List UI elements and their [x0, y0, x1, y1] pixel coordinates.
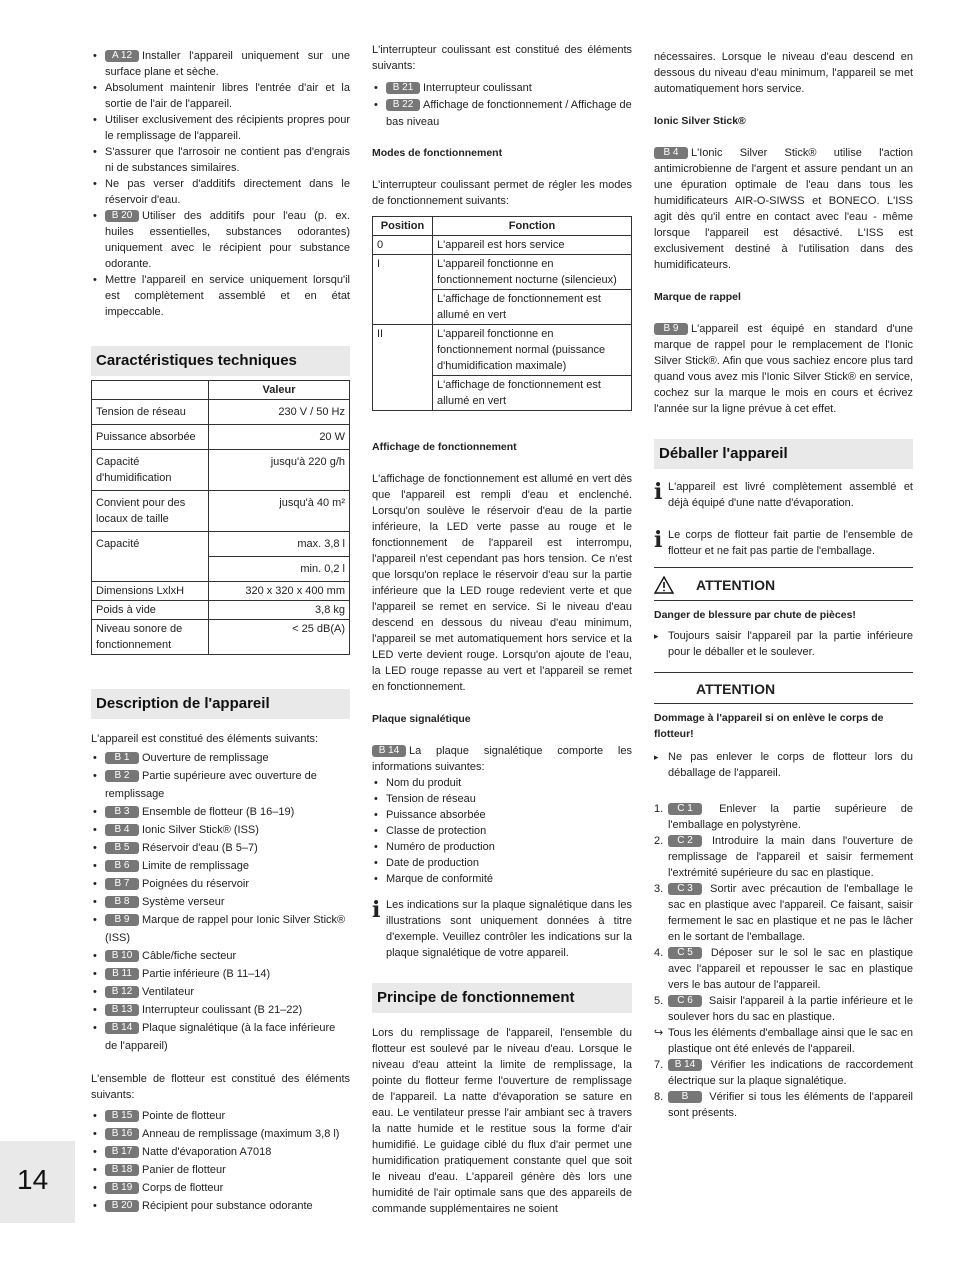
safety-item-text: S'assurer que l'arrosoir ne contient pas d'engrais ni de substances similaires. [105, 146, 350, 174]
attention-sub-1: Danger de blessure par chute de pièces! [654, 609, 856, 621]
unpack-info-1-text: L'appareil est livré complètement assemblé et déjà équipé d'une natte d'évaporation. [668, 481, 913, 509]
tech-value: 320 x 320 x 400 mm [209, 582, 350, 601]
attention-title-1: ATTENTION [696, 577, 776, 593]
component-item-text: Poignées du réservoir [142, 878, 250, 890]
safety-item-text: Mettre l'appareil en service uniquement lorsqu'il est complètement assemblé et en état impeccable. [105, 274, 350, 318]
reference-badge: B 17 [105, 1146, 139, 1158]
reference-badge: B 20 [105, 210, 139, 222]
mode-function: L'affichage de fonctionnement est allumé en vert [433, 376, 632, 411]
step-text: Introduire la main dans l'ouverture de remplissage de l'appareil et saisir fermement l'extrémité supérieure du sac en plastique. [668, 835, 913, 879]
tech-label: Tension de réseau [92, 400, 209, 425]
tech-label: Puissance absorbée [92, 425, 209, 450]
unpack-info-2 [654, 527, 913, 559]
safety-list [91, 48, 350, 320]
step-number: 2. [654, 835, 664, 847]
mode-function: L'affichage de fonctionnement est allumé en vert [433, 290, 632, 325]
reference-badge: B 4 [105, 824, 139, 836]
attention-title-2: ATTENTION [696, 681, 776, 697]
mode-position: I [373, 255, 433, 325]
page-number-box [0, 1141, 75, 1223]
reference-badge: B 10 [105, 950, 139, 962]
reference-badge: C 6 [668, 995, 702, 1007]
mode-function: L'appareil fonctionne en fonctionnement normal (puissance d'humidification maximale) [433, 325, 632, 376]
component-item-text: Ionic Silver Stick® (ISS) [142, 824, 259, 836]
switch-item-text: Affichage de fonctionnement / Affichage de bas niveau [386, 99, 632, 128]
reference-badge: B [668, 1091, 702, 1103]
reference-badge: B 14 [105, 1022, 139, 1034]
component-item-text: Réservoir d'eau (B 5–7) [142, 842, 258, 854]
tech-table [91, 380, 350, 655]
modes-table [372, 216, 632, 411]
plate-info-text: Les indications sur la plaque signalétique dans les illustrations sont uniquement données à titre d'exemple. Veuillez contrôler les indications sur la plaque signalétique de votre appareil. [386, 899, 632, 959]
switch-intro: L'interrupteur coulissant est constitué des éléments suivants: [372, 44, 632, 72]
unpack-info-2-text: Le corps de flotteur fait partie de l'ensemble de flotteur et ne fait pas partie de l'emballage. [668, 529, 913, 557]
step-text: Enlever la partie supérieure de l'emballage en polystyrène. [668, 803, 913, 831]
unpack-section-title: Déballer l'appareil [654, 439, 913, 469]
continued-text: nécessaires. Lorsque le niveau d'eau descend en dessous du niveau d'eau minimum, l'appareil se met automatiquement hors service. [654, 51, 913, 95]
unpack-step [654, 801, 913, 833]
tech-value: max. 3,8 l [209, 532, 350, 557]
float-item [91, 1125, 350, 1143]
iss-paragraph [654, 145, 913, 273]
switch-list [372, 80, 632, 131]
float-item [91, 1107, 350, 1125]
unpack-step [654, 1089, 913, 1121]
tech-value: 20 W [209, 425, 350, 450]
reminder-badge: B 9 [654, 323, 688, 335]
reference-badge: B 20 [105, 1200, 139, 1212]
desc-intro: L'appareil est constitué des éléments suivants: [91, 733, 319, 745]
tech-label: Capacité [92, 532, 209, 582]
component-item [91, 803, 350, 821]
component-item-text: Partie inférieure (B 11–14) [142, 968, 271, 980]
reference-badge: B 19 [105, 1182, 139, 1194]
component-item [91, 983, 350, 1001]
step-number: 4. [654, 947, 664, 959]
component-item-text: Partie supérieure avec ouverture de remplissage [105, 770, 317, 800]
plate-item: • Puissance absorbée [372, 807, 632, 823]
warning-triangle-icon [654, 576, 674, 594]
component-item [91, 857, 350, 875]
plate-text: La plaque signalétique comporte les informations suivantes: [372, 745, 632, 773]
tech-section-title: Caractéristiques techniques [91, 346, 350, 376]
float-item [91, 1197, 350, 1215]
safety-item [91, 272, 350, 320]
safety-item-text: Ne pas verser d'additifs directement dans le réservoir d'eau. [105, 178, 350, 206]
reference-badge: B 21 [386, 82, 420, 94]
switch-item [372, 97, 632, 131]
component-item-text: Limite de remplissage [142, 860, 249, 872]
reference-badge: C 3 [668, 883, 702, 895]
reference-badge: B 3 [105, 806, 139, 818]
reference-badge: B 16 [105, 1128, 139, 1140]
tech-value: jusqu'à 40 m² [209, 491, 350, 532]
plate-item: • Numéro de production [372, 839, 632, 855]
step-number: 5. [654, 995, 664, 1007]
mode-row [373, 255, 632, 290]
tech-label: Dimensions LxlxH [92, 582, 209, 601]
plate-title: Plaque signalétique [372, 713, 471, 725]
reference-badge: B 13 [105, 1004, 139, 1016]
step-number: 8. [654, 1091, 664, 1103]
safety-item-text: Absolument maintenir libres l'entrée d'air et la sortie de l'air de l'appareil. [105, 82, 350, 110]
desc-section-title: Description de l'appareil [91, 689, 350, 719]
float-item [91, 1143, 350, 1161]
tech-label: Niveau sonore de fonctionnement [92, 620, 209, 655]
modes-intro: L'interrupteur coulissant permet de régler les modes de fonctionnement suivants: [372, 179, 632, 207]
tech-row [92, 450, 350, 491]
step-text: Vérifier si tous les éléments de l'appareil sont présents. [668, 1091, 913, 1119]
attention-item-1: ▸ Toujours saisir l'appareil par la partie inférieure pour le déballer et le soulever. [654, 628, 913, 660]
mode-position: 0 [373, 236, 433, 255]
reference-badge: B 11 [105, 968, 139, 980]
tech-row [92, 601, 350, 620]
component-item-text: Ouverture de remplissage [142, 752, 269, 764]
mode-function: L'appareil est hors service [433, 236, 632, 255]
switch-item [372, 80, 632, 97]
component-item-text: Interrupteur coulissant (B 21–22) [142, 1004, 303, 1016]
component-item [91, 911, 350, 947]
display-text: L'affichage de fonctionnement est allumé en vert dès que l'appareil est rempli d'eau et enclenché. Lorsqu'on soulève le réservoir d'eau de la partie inférieure, la LED verte passe au rouge et le fonctionnement de l'appareil est interrompu, l'appareil n'est cependant pas hors tension. Ce n'est que lorsqu'on replace le réservoir d'eau sur la partie inférieure que la LED rouge redevient verte et que l'appareil se remet en service. Si le niveau d'eau descend en dessous du niveau d'eau minimum, l'appareil se met automatiquement hors service et la LED verte devient rouge. Lorsqu'on ajoute de l'eau, la LED rouge repasse au vert et l'appareil se remet en fonctionnement. [372, 473, 632, 693]
step-number: 3. [654, 883, 664, 895]
reference-badge: A 12 [105, 50, 139, 62]
info-icon: i [372, 897, 381, 923]
float-item-text: Anneau de remplissage (maximum 3,8 l) [142, 1128, 340, 1140]
column-2 [372, 40, 632, 1217]
component-item-text: Câble/fiche secteur [142, 950, 237, 962]
tech-row [92, 532, 350, 557]
modes-head-position: Position [373, 217, 433, 236]
unpack-steps [654, 801, 913, 1121]
step-text: Tous les éléments d'emballage ainsi que le sac en plastique ont été enlevés de l'appareil. [668, 1027, 913, 1055]
attention-sub-2: Dommage à l'appareil si on enlève le corps de flotteur! [654, 712, 884, 740]
component-item [91, 893, 350, 911]
step-text: Déposer sur le sol le sac en plastique avec l'appareil et repousser le sac en plastique vers le bas autour de l'appareil. [668, 947, 913, 991]
float-item-text: Corps de flotteur [142, 1182, 224, 1194]
reference-badge: B 22 [386, 99, 420, 111]
tech-row [92, 582, 350, 601]
attention-item-2: ▸ Ne pas enlever le corps de flotteur lors du déballage de l'appareil. [654, 749, 913, 781]
step-number: ↪ [654, 1027, 664, 1039]
reference-badge: C 5 [668, 947, 702, 959]
reference-badge: C 1 [668, 803, 702, 815]
mode-row [373, 325, 632, 376]
info-icon: i [654, 479, 663, 505]
component-item-text: Ensemble de flotteur (B 16–19) [142, 806, 295, 818]
component-item [91, 767, 350, 803]
safety-item [91, 80, 350, 112]
tech-value: < 25 dB(A) [209, 620, 350, 655]
reference-badge: B 14 [668, 1059, 702, 1071]
safety-item [91, 144, 350, 176]
unpack-step [654, 1025, 913, 1057]
float-item [91, 1161, 350, 1179]
plate-item: • Marque de conformité [372, 871, 632, 887]
safety-item [91, 48, 350, 80]
component-item-text: Ventilateur [142, 986, 194, 998]
reminder-paragraph [654, 321, 913, 417]
iss-text: L'Ionic Silver Stick® utilise l'action antimicrobienne de l'argent et assure pendant un an une épuration optimale de l'eau dans tous les humidificateurs AIR-O-SIWSS et BONECO. L'ISS agit dès qu'il entre en contact avec l'eau - même lorsque l'appareil est désactivé. L'ISS est exclusivement destiné à l'utilisation dans des humidificateurs. [654, 147, 913, 271]
info-icon: i [654, 527, 663, 553]
display-title: Affichage de fonctionnement [372, 441, 517, 453]
tech-row [92, 400, 350, 425]
plate-item: • Classe de protection [372, 823, 632, 839]
unpack-step [654, 833, 913, 881]
tech-row [92, 491, 350, 532]
reference-badge: B 2 [105, 770, 139, 782]
reference-badge: C 2 [668, 835, 702, 847]
safety-item [91, 208, 350, 272]
column-1 [91, 40, 350, 1215]
reference-badge: B 6 [105, 860, 139, 872]
tech-value: min. 0,2 l [209, 557, 350, 582]
switch-item-text: Interrupteur coulissant [423, 82, 532, 94]
component-item [91, 839, 350, 857]
tech-value: 230 V / 50 Hz [209, 400, 350, 425]
plate-badge: B 14 [372, 745, 406, 757]
component-item [91, 1019, 350, 1055]
float-intro: L'ensemble de flotteur est constitué des éléments suivants: [91, 1073, 350, 1101]
plate-list [372, 775, 632, 887]
safety-item-text: Utiliser exclusivement des récipients propres pour le remplissage de l'appareil. [105, 114, 350, 142]
step-number: 1. [654, 803, 664, 815]
float-item-text: Panier de flotteur [142, 1164, 226, 1176]
step-text: Vérifier les indications de raccordement électrique sur la plaque signalétique. [668, 1059, 913, 1087]
component-item-text: Plaque signalétique (à la face inférieure de l'appareil) [105, 1022, 336, 1052]
component-item [91, 1001, 350, 1019]
tech-label: Poids à vide [92, 601, 209, 620]
safety-item [91, 176, 350, 208]
tech-row [92, 620, 350, 655]
reference-badge: B 1 [105, 752, 139, 764]
float-item-text: Natte d'évaporation A7018 [142, 1146, 272, 1158]
safety-item-text: Utiliser des additifs pour l'eau (p. ex. huiles essentielles, substances odorantes) uniquement avec le récipient pour substance odorante. [105, 210, 350, 270]
reference-badge: B 5 [105, 842, 139, 854]
mode-row [373, 236, 632, 255]
float-item-text: Pointe de flotteur [142, 1110, 226, 1122]
component-item-text: Système verseur [142, 896, 225, 908]
iss-badge: B 4 [654, 147, 688, 159]
tech-value: 3,8 kg [209, 601, 350, 620]
float-item-text: Récipient pour substance odorante [142, 1200, 313, 1212]
tech-header: Valeur [209, 381, 350, 400]
unpack-step [654, 1057, 913, 1089]
unpack-step [654, 881, 913, 945]
unpack-step [654, 993, 913, 1025]
column-3 [654, 40, 913, 1121]
modes-title: Modes de fonctionnement [372, 147, 503, 159]
plate-item: • Nom du produit [372, 775, 632, 791]
reference-badge: B 18 [105, 1164, 139, 1176]
page-number: 14 [17, 1164, 49, 1195]
plate-info [372, 897, 632, 961]
float-list [91, 1107, 350, 1215]
step-text: Sortir avec précaution de l'emballage le sac en plastique avec l'appareil. Ce faisant, saisir fermement le sac en plastique et ne pas le lâcher en le sortant de l'emballage. [668, 883, 913, 943]
float-item [91, 1179, 350, 1197]
principle-section-title: Principe de fonctionnement [372, 983, 632, 1013]
component-item [91, 821, 350, 839]
reference-badge: B 7 [105, 878, 139, 890]
reference-badge: B 12 [105, 986, 139, 998]
iss-title: Ionic Silver Stick® [654, 115, 746, 127]
principle-text: Lors du remplissage de l'appareil, l'ensemble du flotteur est soulevé par le niveau d'eau. Lorsque le niveau d'eau atteint la limite de remplissage, la pointe du flotteur ferme l'ouverture de remplissage de l'appareil. La natte d'évaporation se sature en eau. Le ventilateur presse l'air ambiant sec à travers la natte humide et le restitue sous la forme d'air humidifié. Le guidage ciblé du flux d'air permet une humidification pratiquement constante quel que soit le niveau d'eau. L'appareil génère dès lors une humidité de l'air optimale sans que des appareils de commande supplémentaires ne soient [372, 1027, 632, 1215]
reminder-title: Marque de rappel [654, 291, 741, 303]
safety-item [91, 112, 350, 144]
plate-item: • Tension de réseau [372, 791, 632, 807]
plate-paragraph [372, 743, 632, 775]
modes-head-function: Fonction [433, 217, 632, 236]
unpack-step [654, 945, 913, 993]
component-item [91, 749, 350, 767]
attention-header-2 [654, 672, 913, 704]
tech-label: Convient pour des locaux de taille [92, 491, 209, 532]
safety-item-text: Installer l'appareil uniquement sur une surface plane et sèche. [105, 50, 350, 78]
reference-badge: B 9 [105, 914, 139, 926]
tech-label: Capacité d'humidification [92, 450, 209, 491]
reference-badge: B 8 [105, 896, 139, 908]
reminder-text: L'appareil est équipé en standard d'une marque de rappel pour le remplacement de l'Ionic Silver Stick®. Afin que vous sachiez encore plus tard quand vous avez mis l'Ionic Silver Stick® en service, cochez sur la marque le mois en cours et écrivez l'année sur la ligne prévue à cet effet. [654, 323, 913, 415]
attention-header-1 [654, 567, 913, 601]
step-number: 7. [654, 1059, 664, 1071]
mode-function: L'appareil fonctionne en fonctionnement nocturne (silencieux) [433, 255, 632, 290]
component-item-text: Marque de rappel pour Ionic Silver Stick® (ISS) [105, 914, 346, 944]
step-text: Saisir l'appareil à la partie inférieure et le soulever hors du sac en plastique. [668, 995, 913, 1023]
tech-row [92, 425, 350, 450]
desc-list [91, 749, 350, 1055]
unpack-info-1 [654, 479, 913, 511]
plate-item: • Date de production [372, 855, 632, 871]
component-item [91, 947, 350, 965]
mode-position: II [373, 325, 433, 411]
reference-badge: B 15 [105, 1110, 139, 1122]
component-item [91, 875, 350, 893]
component-item [91, 965, 350, 983]
tech-value: jusqu'à 220 g/h [209, 450, 350, 491]
